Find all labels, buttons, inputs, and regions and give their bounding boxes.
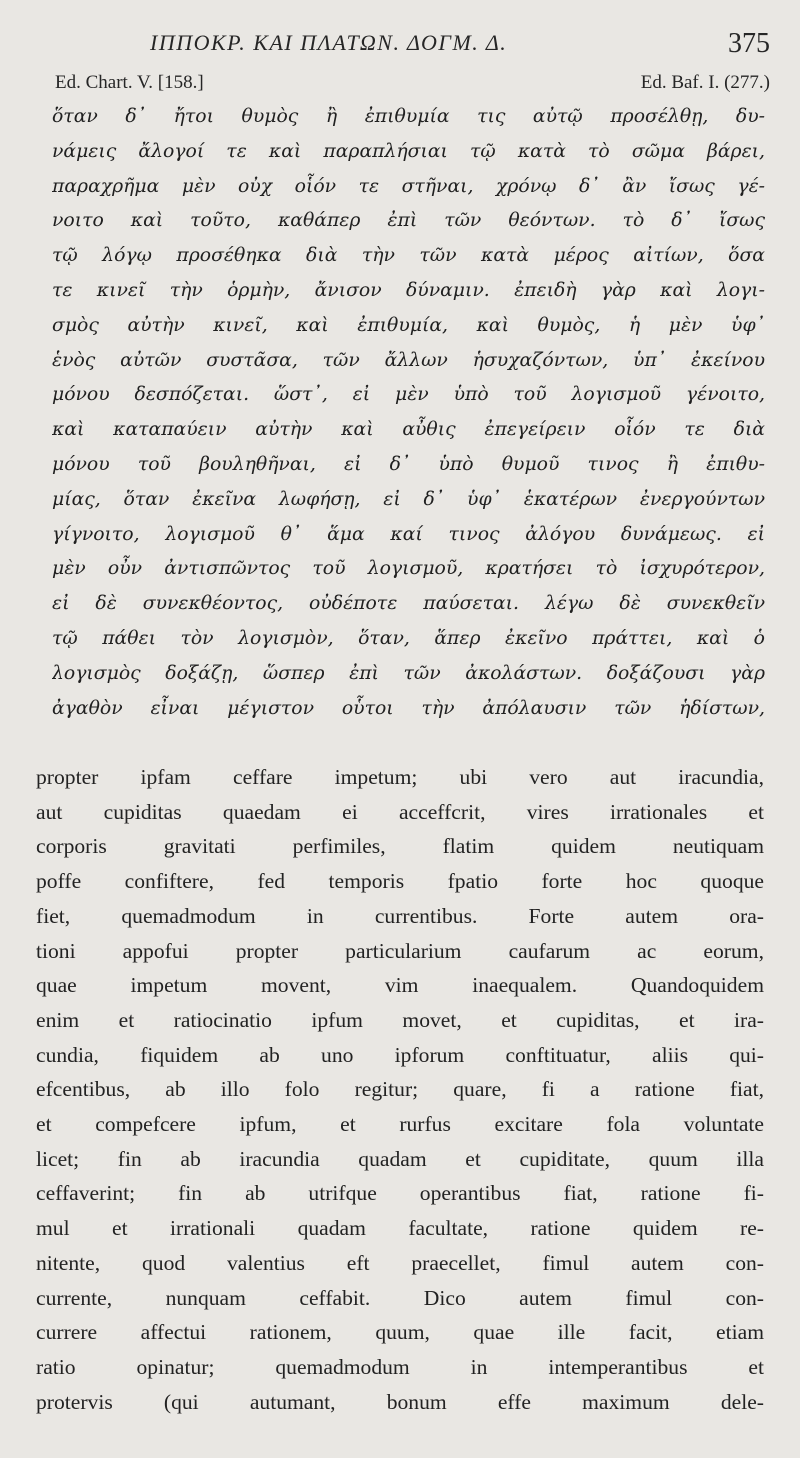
edition-basel: Ed. Baf. I. (277.): [640, 72, 770, 93]
greek-text-line: μίας, ὅταν ἐκεῖνα λωφήσῃ, εἰ δ᾽ ὑφ᾽ ἑκατέρων ἐνεργούντων: [52, 488, 765, 510]
greek-text-line: τε κινεῖ τὴν ὁρμὴν, ἄνισον δύναμιν. ἐπειδὴ γὰρ καὶ λογι-: [52, 279, 765, 301]
latin-text-line: et compefcere ipfum, et rurfus excitare fola voluntate: [36, 1112, 764, 1137]
latin-text-block: [36, 760, 764, 1419]
greek-text-line: μόνου τοῦ βουληθῆναι, εἰ δ᾽ ὑπὸ θυμοῦ τινος ἢ ἐπιθυ-: [52, 453, 765, 475]
latin-text-line: tioni appofui propter particularium caufarum ac eorum,: [36, 938, 764, 963]
greek-text-line: νοιτο καὶ τοῦτο, καθάπερ ἐπὶ τῶν θεόντων. τὸ δ᾽ ἴσως: [52, 210, 765, 232]
greek-text-line: ἑνὸς αὐτῶν συστᾶσα, τῶν ἄλλων ἡσυχαζόντων, ὑπ᾽ ἐκείνου: [52, 349, 765, 371]
latin-text-line: currere affectui rationem, quum, quae ille facit, etiam: [36, 1320, 764, 1345]
latin-text-line: mul et irrationali quadam facultate, ratione quidem re-: [36, 1216, 764, 1241]
latin-text-line: propter ipfam ceffare impetum; ubi vero aut iracundia,: [36, 765, 764, 789]
latin-text-line: enim et ratiocinatio ipfum movet, et cupiditas, et ira-: [36, 1007, 764, 1032]
latin-text-line: efcentibus, ab illo folo regitur; quare, fi a ratione fiat,: [36, 1077, 764, 1102]
greek-text-line: γίγνοιτο, λογισμοῦ θ᾽ ἅμα καί τινος ἀλόγου δυνάμεως. εἰ: [52, 523, 765, 545]
greek-text-line: ὅταν δ᾽ ἤτοι θυμὸς ἢ ἐπιθυμία τις αὐτῷ προσέλθῃ, δυ-: [52, 106, 765, 127]
edition-references: [55, 72, 770, 102]
greek-text-line: παραχρῆμα μὲν οὐχ οἷόν τε στῆναι, χρόνῳ δ᾽ ἂν ἴσως γέ-: [52, 175, 765, 197]
greek-text-block: [52, 100, 765, 726]
latin-text-line: quae impetum movent, vim inaequalem. Quandoquidem: [36, 973, 764, 998]
latin-text-line: aut cupiditas quaedam ei acceffcrit, vires irrationales et: [36, 799, 764, 824]
greek-text-line: μόνου δεσπόζεται. ὥστ᾽, εἰ μὲν ὑπὸ τοῦ λογισμοῦ γένοιτο,: [52, 384, 765, 406]
latin-text-line: licet; fin ab iracundia quadam et cupiditate, quum illa: [36, 1146, 764, 1171]
greek-text-line: σμὸς αὐτὴν κινεῖ, καὶ ἐπιθυμία, καὶ θυμὸς, ἡ μὲν ὑφ᾽: [52, 314, 765, 336]
page-header: [0, 28, 800, 68]
latin-text-line: cundia, fiquidem ab uno ipforum conftituatur, aliis qui-: [36, 1042, 764, 1067]
latin-text-line: nitente, quod valentius eft praecellet, fimul autem con-: [36, 1250, 764, 1275]
latin-text-line: corporis gravitati perfimiles, flatim quidem neutiquam: [36, 834, 764, 859]
latin-text-line: currente, nunquam ceffabit. Dico autem fimul con-: [36, 1285, 764, 1310]
running-title: ΙΠΠΟΚΡ. ΚΑΙ ΠΛΑΤΩΝ. ΔΟΓΜ. Δ.: [150, 30, 508, 55]
latin-text-line: fiet, quemadmodum in currentibus. Forte autem ora-: [36, 903, 764, 928]
greek-text-line: εἰ δὲ συνεκθέοντος, οὐδέποτε παύσεται. λέγω δὲ συνεκθεῖν: [52, 593, 765, 615]
edition-chartier: Ed. Chart. V. [158.]: [55, 72, 204, 93]
greek-text-line: ἀγαθὸν εἶναι μέγιστον οὗτοι τὴν ἀπόλαυσιν τῶν ἡδίστων,: [52, 697, 765, 719]
latin-text-line: poffe confiftere, fed temporis fpatio forte hoc quoque: [36, 869, 764, 894]
greek-text-line: λογισμὸς δοξάζῃ, ὥσπερ ἐπὶ τῶν ἀκολάστων. δοξάζουσι γὰρ: [52, 662, 765, 684]
latin-text-line: protervis (qui autumant, bonum effe maximum dele-: [36, 1389, 764, 1414]
greek-text-line: καὶ καταπαύειν αὐτὴν καὶ αὖθις ἐπεγείρειν οἷόν τε διὰ: [52, 419, 765, 441]
latin-text-line: ceffaverint; fin ab utrifque operantibus fiat, ratione fi-: [36, 1181, 764, 1206]
greek-text-line: μὲν οὖν ἀντισπῶντος τοῦ λογισμοῦ, κρατήσει τὸ ἰσχυρότερον,: [52, 558, 765, 580]
greek-text-line: νάμεις ἄλογοί τε καὶ παραπλήσιαι τῷ κατὰ τὸ σῶμα βάρει,: [52, 140, 765, 162]
greek-text-line: τῷ πάθει τὸν λογισμὸν, ὅταν, ἅπερ ἐκεῖνο πράττει, καὶ ὁ: [52, 627, 765, 649]
latin-text-line: ratio opinatur; quemadmodum in intemperantibus et: [36, 1354, 764, 1379]
page-number: 375: [728, 28, 770, 59]
greek-text-line: τῷ λόγῳ προσέθηκα διὰ τὴν τῶν κατὰ μέρος αἰτίων, ὅσα: [52, 245, 765, 267]
